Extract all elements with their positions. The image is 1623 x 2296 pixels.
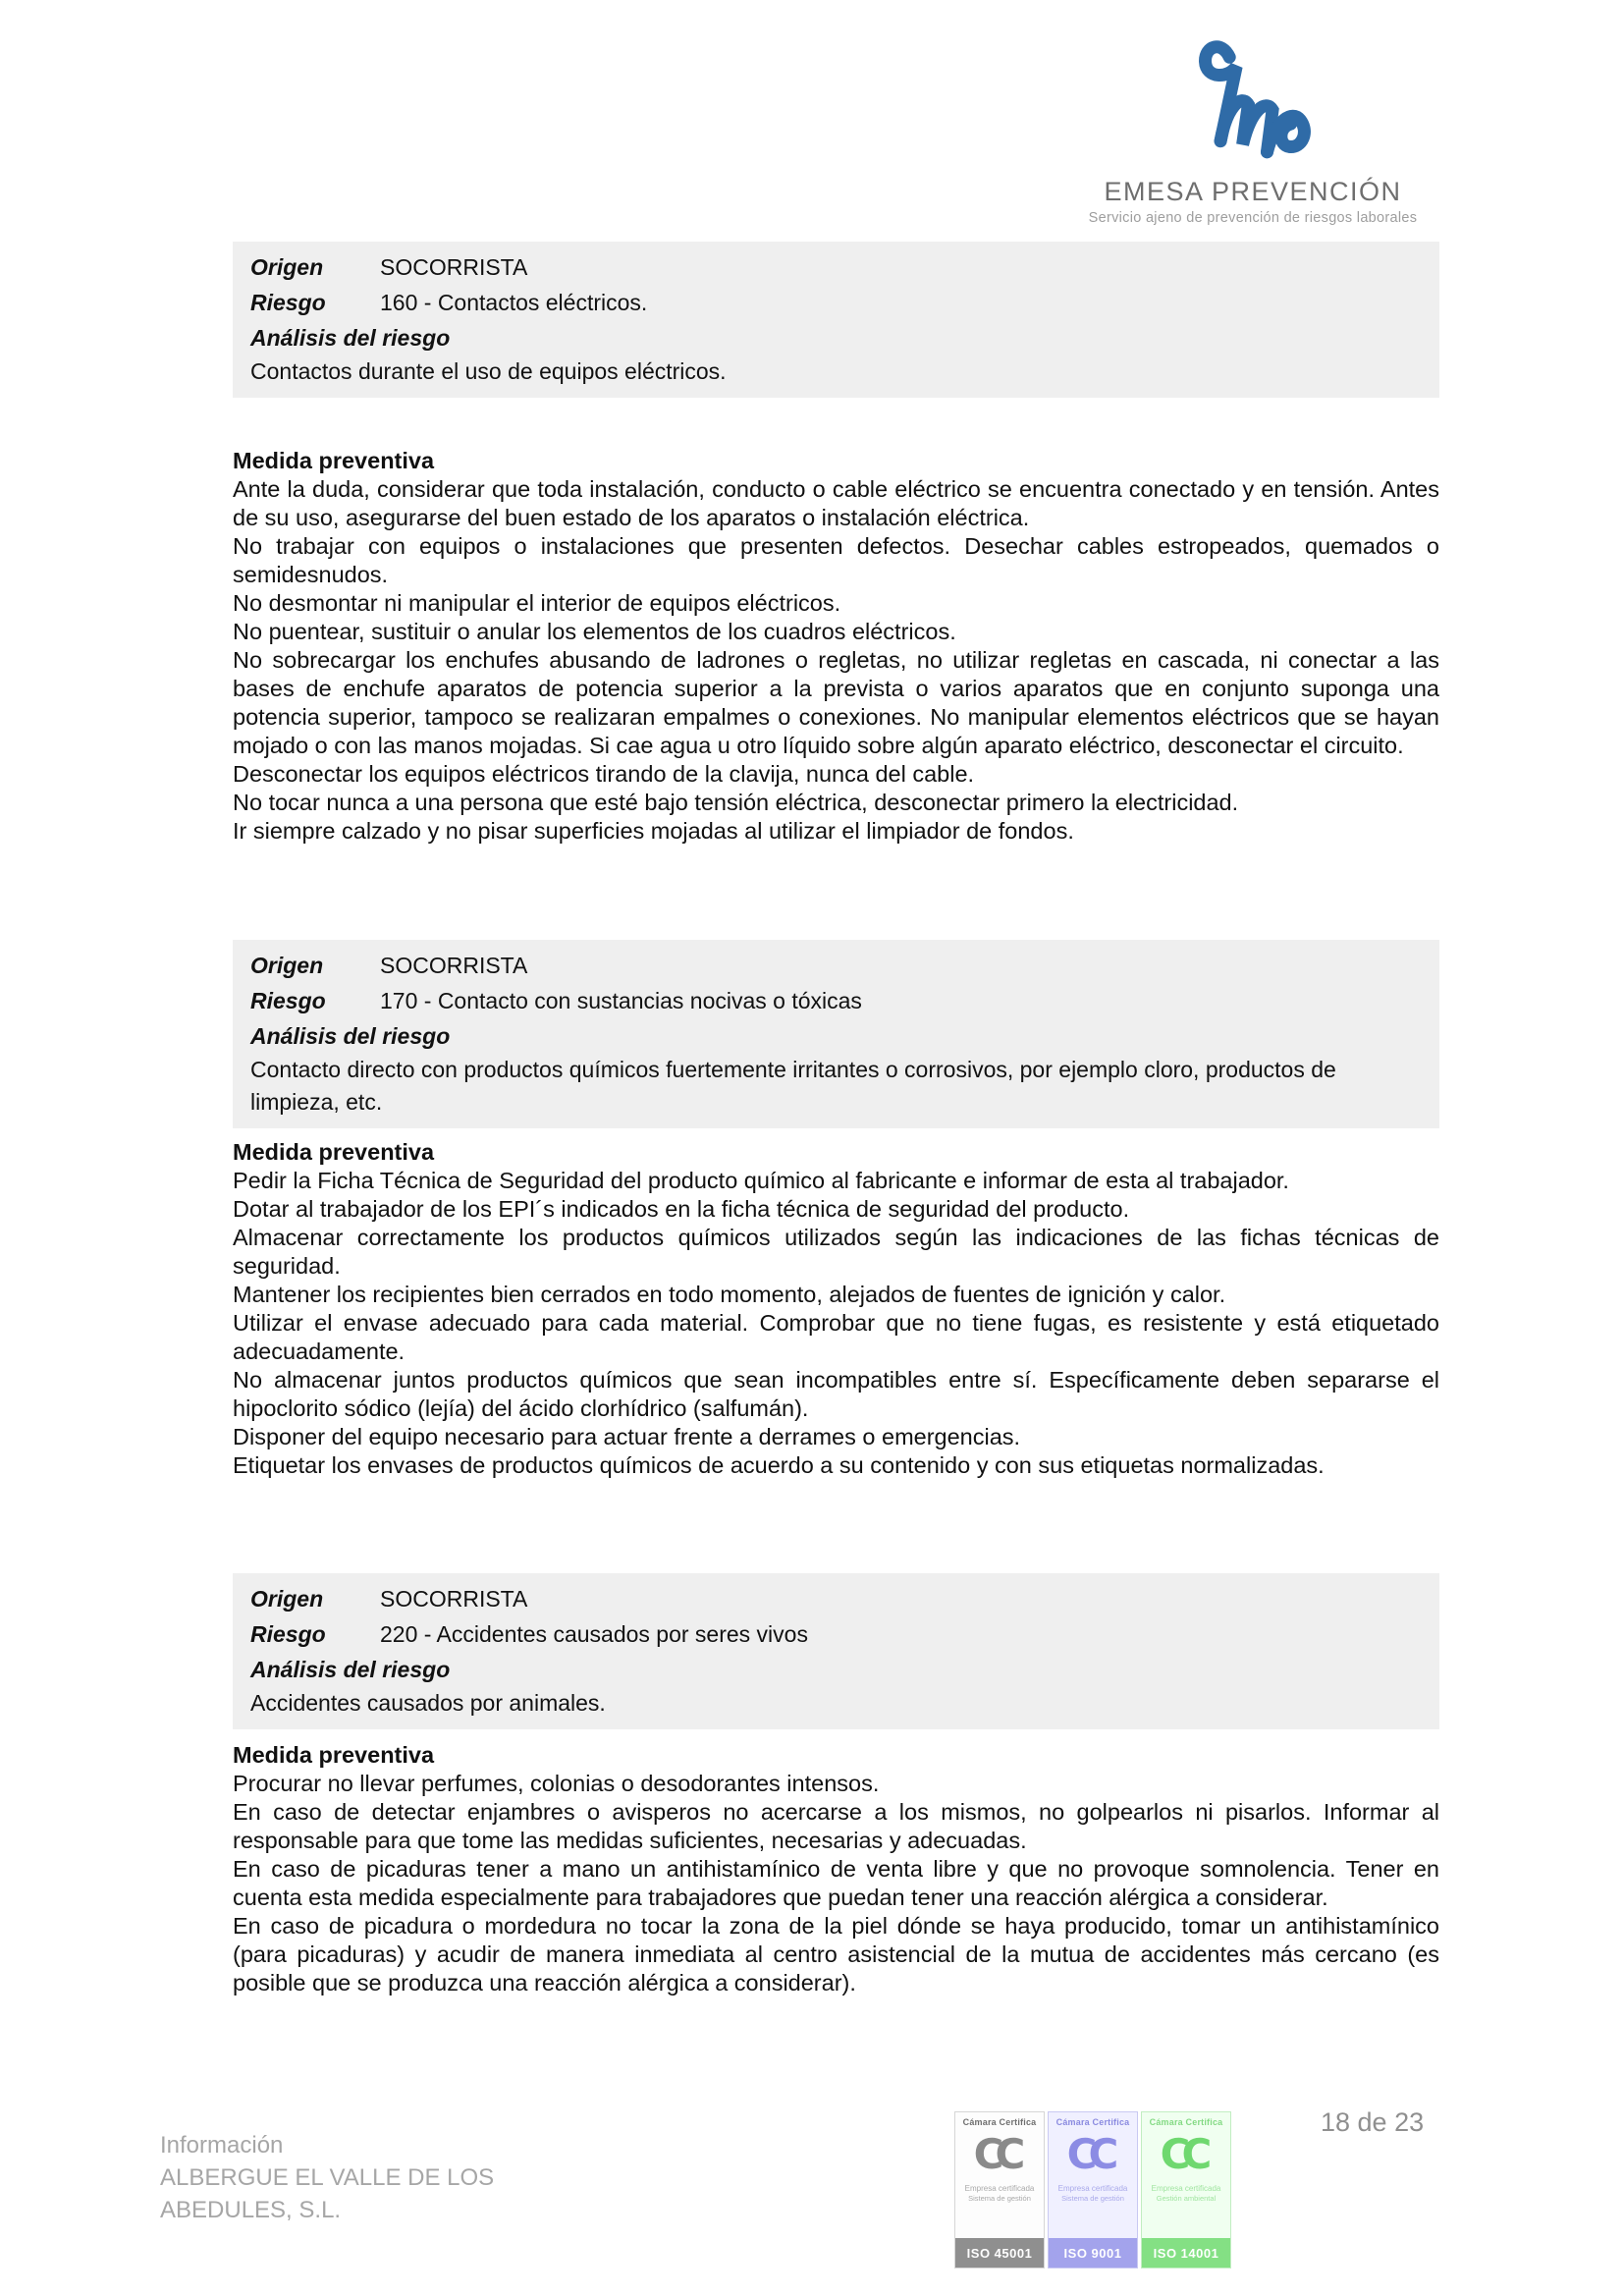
badge-line2: Sistema de gestión — [968, 2194, 1031, 2203]
origen-value: SOCORRISTA — [380, 254, 528, 280]
medida-paragraph: Utilizar el envase adecuado para cada material. Comprobar que no tiene fugas, es resistente y está etiquetado adecuadamente. — [233, 1310, 1439, 1364]
camara-certifica-cc-icon: CC — [973, 2130, 1017, 2178]
analisis-label: Análisis del riesgo — [250, 325, 451, 351]
medida-paragraph: Desconectar los equipos eléctricos tirando de la clavija, nunca del cable. — [233, 761, 975, 787]
medida-paragraph: Mantener los recipientes bien cerrados en todo momento, alejados de fuentes de ignición y calor. — [233, 1282, 1226, 1307]
preventive-measures-3 — [233, 1741, 1439, 1997]
badge-header: Cámara Certifica — [962, 2117, 1037, 2127]
iso-45001-badge — [954, 2111, 1045, 2269]
certification-badges — [954, 2111, 1231, 2269]
analisis-text: Contacto directo con productos químicos fuertemente irritantes o corrosivos, por ejemplo cloro, productos de limpieza, etc. — [250, 1057, 1336, 1115]
medida-paragraph: Dotar al trabajador de los EPI´s indicados en la ficha técnica de seguridad del producto. — [233, 1196, 1130, 1222]
badge-iso-label: ISO 45001 — [955, 2238, 1044, 2268]
emesa-logo-block — [1080, 27, 1426, 226]
origen-label: Origen — [250, 1586, 324, 1612]
origen-value: SOCORRISTA — [380, 1586, 528, 1612]
medida-paragraph: Ir siempre calzado y no pisar superficies mojadas al utilizar el limpiador de fondos. — [233, 818, 1074, 844]
badge-line1: Empresa certificada — [964, 2184, 1035, 2193]
footer-company-line2: ABEDULES, S.L. — [160, 2197, 342, 2223]
medida-paragraph: No tocar nunca a una persona que esté bajo tensión eléctrica, desconectar primero la electricidad. — [233, 790, 1239, 815]
origen-row — [250, 948, 1439, 983]
medida-paragraph: En caso de picadura o mordedura no tocar la zona de la piel dónde se haya producido, tomar un antihistamínico (para picaduras) y acudir de manera inmediata al centro asistencial de la mutua de accidentes más cercano (es posible que se produzca una reacción alérgica a considerar). — [233, 1913, 1439, 1995]
risk-header-block-1 — [233, 242, 1439, 398]
content-column — [233, 242, 1439, 1997]
medida-paragraph: Disponer del equipo necesario para actuar frente a derrames o emergencias. — [233, 1424, 1021, 1449]
medida-paragraph: No desmontar ni manipular el interior de equipos eléctricos. — [233, 590, 841, 616]
riesgo-label: Riesgo — [250, 1621, 326, 1647]
risk-header-block-2 — [233, 940, 1439, 1128]
medida-paragraph: No almacenar juntos productos químicos que sean incompatibles entre sí. Específicamente deben separarse el hipoclorito sódico (lejía) del ácido clorhídrico (salfumán). — [233, 1367, 1439, 1421]
badge-line2: Gestión ambiental — [1156, 2194, 1217, 2203]
medida-title: Medida preventiva — [233, 1139, 435, 1165]
badge-line2: Sistema de gestión — [1061, 2194, 1124, 2203]
riesgo-label: Riesgo — [250, 988, 326, 1013]
analisis-text: Accidentes causados por animales. — [250, 1690, 606, 1716]
origen-row — [250, 1581, 1439, 1616]
medida-paragraph: En caso de detectar enjambres o avisperos no acercarse a los mismos, no golpearlos ni pisarlos. Informar al responsable para que tome las medidas suficientes, necesarias y adecuadas. — [233, 1799, 1439, 1853]
footer-company-line1: ALBERGUE EL VALLE DE LOS — [160, 2164, 495, 2191]
badge-header: Cámara Certifica — [1055, 2117, 1130, 2127]
medida-paragraph: No puentear, sustituir o anular los elementos de los cuadros eléctricos. — [233, 619, 956, 644]
page-number: 18 de 23 — [1321, 2107, 1425, 2137]
medida-title: Medida preventiva — [233, 1742, 435, 1768]
badge-iso-label: ISO 9001 — [1049, 2238, 1137, 2268]
medida-paragraph: No sobrecargar los enchufes abusando de ladrones o regletas, no utilizar regletas en cascada, ni conectar a las bases de enchufe aparatos de potencia superior a la prevista o varios aparatos que en conjunto suponga una potencia superior, tampoco se realizaran empalmes o conexiones. No manipular elementos eléctricos que se hayan mojado o con las manos mojadas. Si cae agua u otro líquido sobre algún aparato eléctrico, desconectar el circuito. — [233, 647, 1439, 758]
riesgo-row — [250, 983, 1439, 1018]
analisis-label: Análisis del riesgo — [250, 1023, 451, 1049]
iso-14001-badge — [1141, 2111, 1231, 2269]
origen-value: SOCORRISTA — [380, 953, 528, 978]
medida-paragraph: No trabajar con equipos o instalaciones que presenten defectos. Desechar cables estropeados, quemados o semidesnudos. — [233, 533, 1439, 587]
origen-label: Origen — [250, 254, 324, 280]
camara-certifica-cc-icon: CC — [1160, 2130, 1204, 2178]
risk-header-block-3 — [233, 1573, 1439, 1729]
badge-iso-label: ISO 14001 — [1142, 2238, 1230, 2268]
riesgo-row — [250, 285, 1439, 320]
riesgo-label: Riesgo — [250, 290, 326, 315]
analisis-text: Contactos durante el uso de equipos eléctricos. — [250, 358, 727, 384]
medida-paragraph: Almacenar correctamente los productos químicos utilizados según las indicaciones de las fichas técnicas de seguridad. — [233, 1225, 1439, 1279]
camara-certifica-cc-icon: CC — [1066, 2130, 1110, 2178]
medida-paragraph: Etiquetar los envases de productos químicos de acuerdo a su contenido y con sus etiquetas normalizadas. — [233, 1452, 1325, 1478]
analisis-label: Análisis del riesgo — [250, 1657, 451, 1682]
riesgo-value: 170 - Contacto con sustancias nocivas o tóxicas — [380, 988, 862, 1013]
medida-paragraph: Pedir la Ficha Técnica de Seguridad del producto químico al fabricante e informar de esta al trabajador. — [233, 1168, 1289, 1193]
medida-paragraph: Ante la duda, considerar que toda instalación, conducto o cable eléctrico se encuentra conectado y en tensión. Antes de su uso, asegurarse del buen estado de los aparatos o instalación eléctrica. — [233, 476, 1439, 530]
riesgo-row — [250, 1616, 1439, 1652]
iso-9001-badge — [1048, 2111, 1138, 2269]
riesgo-value: 160 - Contactos eléctricos. — [380, 290, 648, 315]
emesa-script-logo-icon — [1169, 27, 1336, 175]
medida-paragraph: Procurar no llevar perfumes, colonias o desodorantes intensos. — [233, 1771, 880, 1796]
origen-row — [250, 249, 1439, 285]
medida-paragraph: En caso de picaduras tener a mano un antihistamínico de venta libre y que no provoque somnolencia. Tener en cuenta esta medida especialmente para trabajadores que puedan tener una reacción alérgica a considerar. — [233, 1856, 1439, 1910]
medida-title: Medida preventiva — [233, 448, 435, 473]
riesgo-value: 220 - Accidentes causados por seres vivos — [380, 1621, 808, 1647]
preventive-measures-2 — [233, 1138, 1439, 1480]
footer-company-info — [160, 2129, 494, 2226]
badge-header: Cámara Certifica — [1149, 2117, 1223, 2127]
brand-name: EMESA PREVENCIÓN — [1104, 177, 1402, 206]
badge-line1: Empresa certificada — [1151, 2184, 1221, 2193]
preventive-measures-1 — [233, 447, 1439, 846]
footer-info-label: Información — [160, 2132, 284, 2159]
badge-line1: Empresa certificada — [1057, 2184, 1128, 2193]
brand-tagline: Servicio ajeno de prevención de riesgos laborales — [1088, 210, 1418, 226]
origen-label: Origen — [250, 953, 324, 978]
